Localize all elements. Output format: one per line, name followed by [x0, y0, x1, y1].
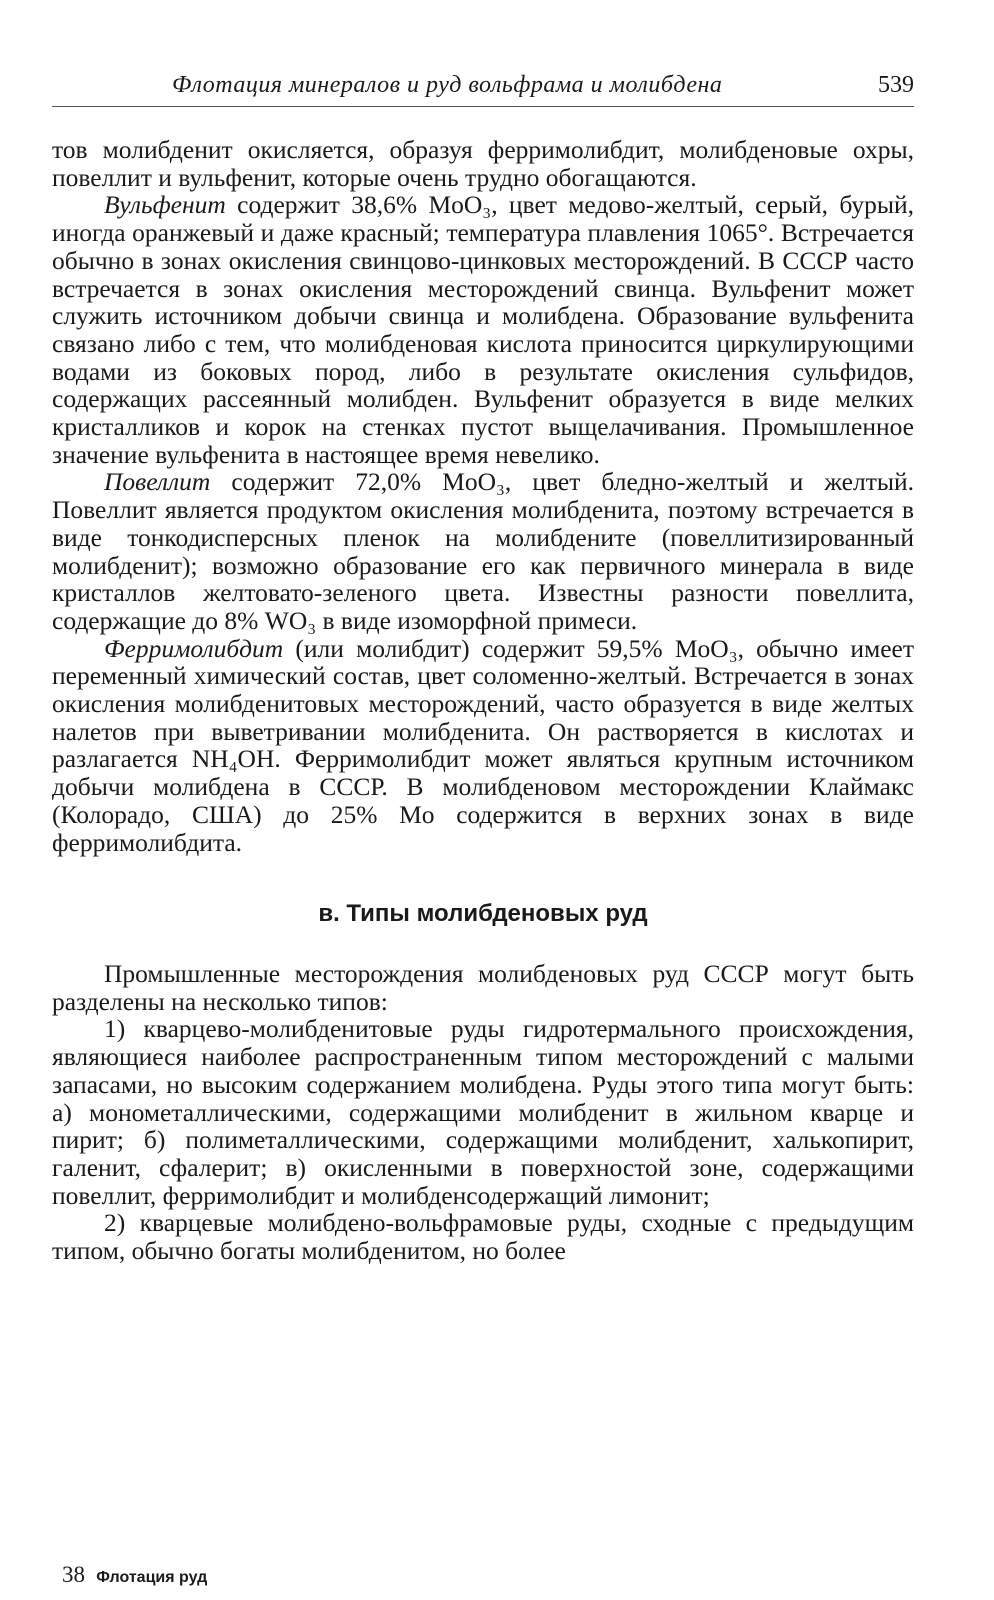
paragraph-ferrimolybdite [52, 635, 914, 857]
paragraph-text: Промышленные месторождения молибденовых руд СССР могут быть разделены на несколько типов: [52, 958, 914, 1016]
paragraph-wulfenite [52, 191, 914, 468]
paragraph-text: тов молибденит окисляется, образуя ферримолибдит, молибденовые охры, повеллит и вульфенит, которые очень трудно обогащаются. [52, 135, 914, 192]
paragraph-text: содержит 38,6% MoO₃, цвет медово-желтый, серый, бурый, иногда оранжевый и даже красный; температура плавления 1065°. Встречается обычно в зонах окисления свинцово-цинковых месторождений. В СССР часто встречается в зонах окисления месторождений свинца. Вульфенит может служить источником добычи свинца и молибдена. Образование вульфенита связано либо с тем, что молибденовая кислота приносится циркулирующими водами из боковых пород, либо в результате окисления сульфидов, содержащих рассеянный молибден. Вульфенит образуется в виде мелких кристалликов и корок на стенках пустот выщелачивания. Промышленное значение вульфенита в настоящее время невелико. [52, 190, 914, 469]
paragraph-text: 2) кварцевые молибдено-вольфрамовые руды, сходные с предыдущим типом, обычно богаты молибденитом, но более [52, 1208, 914, 1266]
paragraph-powellite [52, 468, 914, 634]
signature-number: 38 [62, 1562, 85, 1587]
list-item-type-1 [52, 1015, 914, 1209]
signature-footer [62, 1562, 207, 1588]
page-number: 539 [878, 72, 914, 98]
paragraph-text: содержит 72,0% MoO₃, цвет бледно-желтый и желтый. Повеллит является продуктом окисления молибденита, поэтому встречается в виде тонкодисперсных пленок на молибдените (повеллитизированный молибденит); возможно образование его как первичного минерала в виде кристаллов желтовато-зеленого цвета. Известны разности повеллита, содержащие до 8% WO₃ в виде изоморфной примеси. [52, 467, 914, 635]
paragraph-text: (или молибдит) содержит 59,5% MoO₃, обычно имеет переменный химический состав, цвет соломенно-желтый. Встречается в зонах окисления молибденитовых месторождений, часто образуется в виде желтых налетов при выветривании молибденита. Он растворяется в кислотах и разлагается NH₄OH. Ферримолибдит может являться крупным источником добычи молибдена в СССР. В молибденовом месторождении Клаймакс (Колорадо, США) до 25% Mo содержится в верхних зонах в виде ферримолибдита. [52, 633, 914, 857]
running-title: Флотация минералов и руд вольфрама и молибдена [172, 72, 723, 98]
paragraph-text: 1) кварцево-молибденитовые руды гидротермального происхождения, являющиеся наиболее распространенным типом месторождений с малыми запасами, но высоким содержанием молибдена. Руды этого типа могут быть: а) монометаллическими, содержащими молибденит в жильном кварце и пирит; б) полиметаллическими, содержащими молибденит, халькопирит, галенит, сфалерит; в) окисленными в поверхностой зоне, содержащими повеллит, ферримолибдит и молибденсодержащий лимонит; [52, 1014, 914, 1210]
list-item-type-2 [52, 1209, 914, 1264]
signature-title: Флотация руд [96, 1569, 208, 1586]
mineral-term: Ферримолибдит [104, 633, 284, 663]
paragraph-continuation [52, 136, 914, 191]
running-header [52, 66, 914, 107]
paragraph-intro [52, 960, 914, 1015]
body-text [52, 136, 914, 1265]
mineral-term: Вульфенит [104, 190, 226, 220]
section-heading: в. Типы молибденовых руд [318, 900, 648, 928]
mineral-term: Повеллит [104, 467, 211, 497]
